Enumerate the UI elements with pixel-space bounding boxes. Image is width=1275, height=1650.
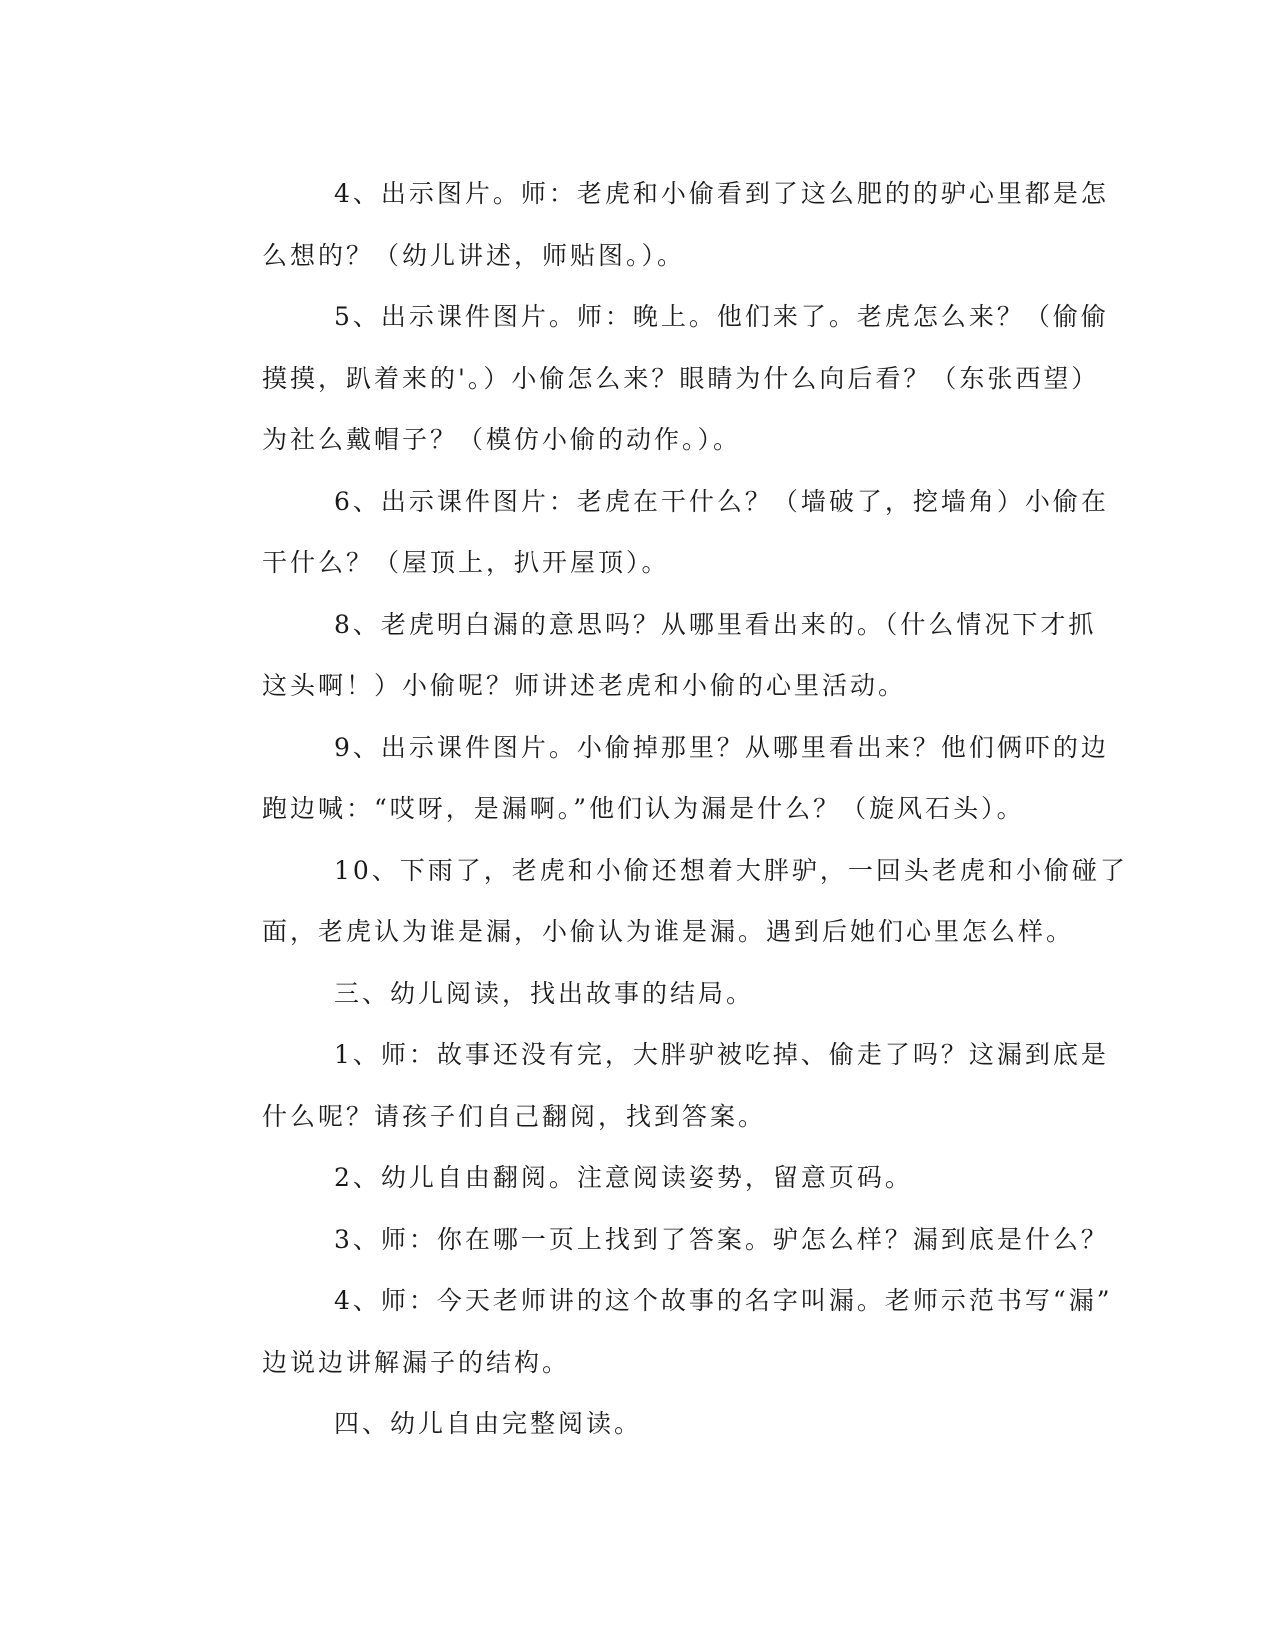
text-line: 9、出示课件图片。小偷掉那里？从哪里看出来？他们俩吓的边 [334, 732, 1109, 762]
text-line: 面，老虎认为谁是漏，小偷认为谁是漏。遇到后她们心里怎么样。 [262, 917, 1075, 946]
text-line: 干什么？（屋顶上，扒开屋顶）。 [262, 548, 670, 577]
text-line: 摸摸，趴着来的'。）小偷怎么来？眼睛为什么向后看？（东张西望） [262, 363, 1100, 393]
text-line: 三、幼儿阅读，找出故事的结局。 [334, 978, 755, 1008]
text-line: 边说边讲解漏子的结构。 [262, 1347, 571, 1377]
paragraph-item-5 [190, 286, 1109, 471]
paragraph-step-2 [190, 1147, 1070, 1209]
text-line: 1、师：故事还没有完，大胖驴被吃掉、偷走了吗？这漏到底是 [334, 1040, 1109, 1069]
text-line: 什么呢？请孩子们自己翻阅，找到答案。 [262, 1101, 767, 1131]
paragraph-step-3 [190, 1209, 1109, 1271]
text-line: 四、幼儿自由完整阅读。 [334, 1409, 643, 1438]
text-line: 8、老虎明白漏的意思吗？从哪里看出来的。（什么情况下才抓 [334, 609, 1097, 639]
paragraph-item-8 [190, 594, 1097, 717]
text-line: 4、出示图片。师：老虎和小偷看到了这么肥的的驴心里都是怎 [334, 179, 1109, 208]
paragraph-item-10 [190, 840, 1128, 963]
paragraph-item-4 [190, 163, 1109, 286]
paragraph-item-9 [190, 717, 1109, 840]
text-line: 2、幼儿自由翻阅。注意阅读姿势，留意页码。 [334, 1163, 913, 1192]
section-heading-3 [190, 963, 1070, 1025]
text-line: 这头啊！）小偷呢？师讲述老虎和小偷的心里活动。 [262, 671, 907, 700]
document-body [190, 163, 1128, 1455]
paragraph-item-6 [190, 471, 1109, 594]
text-line: 10、下雨了，老虎和小偷还想着大胖驴，一回头老虎和小偷碰了 [334, 855, 1128, 885]
paragraph-step-1 [190, 1024, 1109, 1147]
text-line: 为社么戴帽子？（模仿小偷的动作。）。 [262, 425, 742, 454]
section-heading-4 [190, 1393, 1070, 1455]
text-line: 么想的？（幼儿讲述，师贴图。）。 [262, 240, 686, 270]
text-line: 跑边喊：“哎呀，是漏啊。”他们认为漏是什么？（旋风石头）。 [262, 794, 1025, 823]
text-line: 3、师：你在哪一页上找到了答案。驴怎么样？漏到底是什么？ [334, 1224, 1109, 1254]
text-line: 5、出示课件图片。师：晚上。他们来了。老虎怎么来？（偷偷 [334, 302, 1109, 331]
text-line: 4、师：今天老师讲的这个故事的名字叫漏。老师示范书写“漏” [334, 1286, 1113, 1315]
text-line: 6、出示课件图片：老虎在干什么？（墙破了，挖墙角）小偷在 [334, 486, 1109, 516]
paragraph-step-4 [190, 1270, 1113, 1393]
